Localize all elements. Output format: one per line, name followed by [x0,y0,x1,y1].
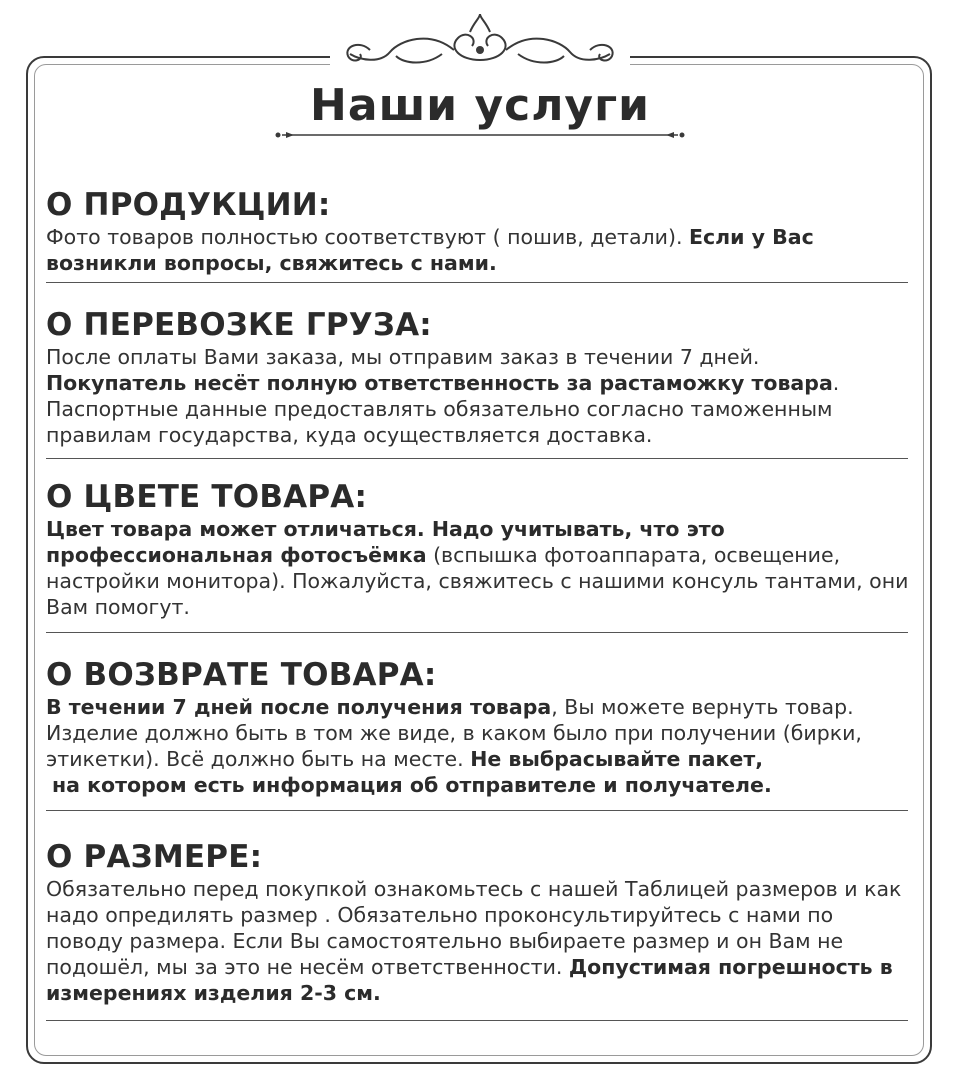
section-about-size [46,838,912,1006]
section-heading: О ПРОДУКЦИИ: [46,187,331,223]
section-text: Цвет товара может отличаться. Надо учитывать, что это профессиональная фотосъёмка (вспышка фотоаппарата, освещение, настройки монитора). Пожалуйста, свяжитесь с нашими консуль тантами, они Вам помогут. [46,517,909,619]
section-text: на котором есть информация об отправителе и получателе. [52,773,772,797]
section-heading: О РАЗМЕРЕ: [46,839,263,875]
page-title: Наши услуги [310,80,650,131]
section-heading: О ПЕРЕВОЗКЕ ГРУЗА: [46,307,432,343]
flourish-ornament-icon [330,10,630,74]
section-about-returns [46,656,912,798]
section-divider [46,1020,908,1021]
section-about-products [46,186,912,276]
section-text: В течении 7 дней после получения товара, Вы можете вернуть товар. Изделие должно быть в том же виде, в каком было при получении (бирки, этикетки). Всё должно быть на месте. Не выбрасывайте пакет, [46,695,862,771]
section-divider [46,810,908,811]
section-text: Фото товаров полностью соответствуют ( пошив, детали). Если у Вас возникли вопросы, свяжитесь с нами. [46,225,814,275]
section-heading: О ЦВЕТЕ ТОВАРА: [46,479,368,515]
section-divider [46,458,908,459]
section-divider [46,282,908,283]
section-about-shipping [46,306,912,448]
section-about-color [46,478,912,620]
section-text: Паспортные данные предоставлять обязательно согласно таможенным правилам государства, куда осуществляется доставка. [46,397,833,447]
section-text: Обязательно перед покупкой ознакомьтесь с нашей Таблицей размеров и как надо опредилять размер . Обязательно проконсультируйтесь с нами по поводу размера. Если Вы самостоятельно выбираете размер и он Вам не подошёл, мы за это не несём ответственности. Допустимая погрешность в измерениях изделия 2-3 см. [46,877,902,1005]
section-divider [46,632,908,633]
section-text: После оплаты Вами заказа, мы отправим заказ в течении 7 дней. [46,345,760,369]
section-heading: О ВОЗВРАТЕ ТОВАРА: [46,657,437,693]
section-text: Покупатель несёт полную ответственность за растаможку товара. [46,371,840,395]
title-underline-ornament [272,128,688,142]
